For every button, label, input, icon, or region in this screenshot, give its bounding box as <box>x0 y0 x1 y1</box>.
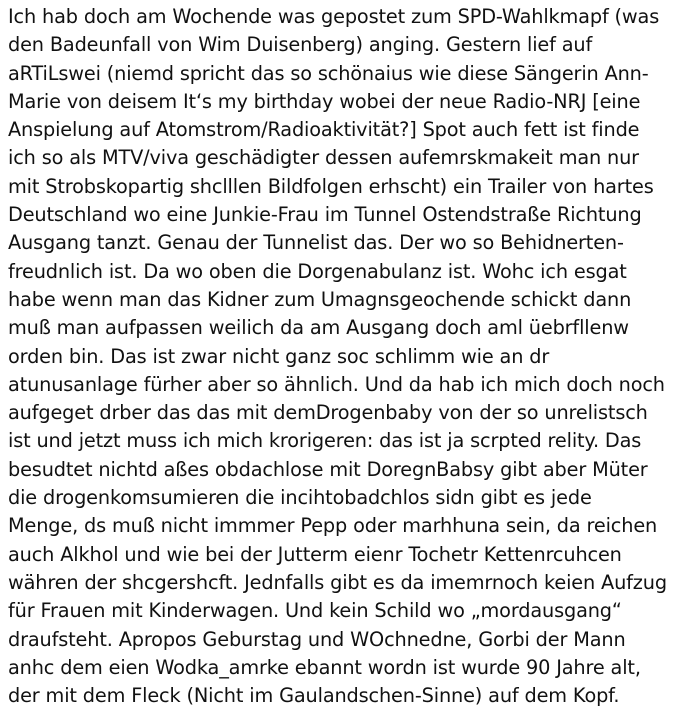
text-line: anhc dem eien Wodka_amrke ebannt wordn ist wurde 90 Jahre alt, <box>8 655 641 679</box>
text-line: ich so als MTV/viva geschädigter dessen aufemrskmakeit man nur <box>8 146 639 170</box>
text-line: orden bin. Das ist zwar nicht ganz soc schlimm wie an dr <box>8 344 550 368</box>
text-line: freudnlich ist. Da wo oben die Dorgenabulanz ist. Wohc ich esgat <box>8 259 627 283</box>
text-line: mit Strobskopartig shclllen Bildfolgen erhscht) ein Trailer von hartes <box>8 174 654 198</box>
text-line: den Badeunfall von Wim Duisenberg) anging. Gestern lief auf <box>8 33 593 57</box>
text-line: der mit dem Fleck (Nicht im Gaulandschen-Sinne) auf dem Kopf. <box>8 684 620 708</box>
text-line: draufsteht. Apropos Geburstag und WOchnedne, Gorbi der Mann <box>8 627 626 651</box>
text-line: auch Alkhol und wie bei der Jutterm eienr Tochetr Kettenrcuhcen <box>8 542 622 566</box>
text-line: atunusanlage fürher aber so ähnlich. Und da hab ich mich doch noch <box>8 372 665 396</box>
text-line: Ich hab doch am Wochende was gepostet zum SPD-Wahlkmapf (was <box>8 5 660 28</box>
text-line: Menge, ds muß nicht immmer Pepp oder marhhuna sein, da reichen <box>8 514 658 538</box>
text-line: Deutschland wo eine Junkie-Frau im Tunnel Ostendstraße Richtung <box>8 203 642 227</box>
text-line: Marie von deisem It‘s my birthday wobei der neue Radio-NRJ [eine <box>8 89 641 113</box>
text-line: besudtet nichtd aßes obdachlose mit DoregnBabsy gibt aber Müter <box>8 457 648 481</box>
text-line: ist und jetzt muss ich mich krorigeren: das ist ja scrpted relity. Das <box>8 429 642 453</box>
text-line: habe wenn man das Kidner zum Umagnsgeochende schickt dann <box>8 287 632 311</box>
text-line: aufgeget drber das das mit demDrogenbaby von der so unrelistsch <box>8 401 648 425</box>
text-line: die drogenkomsumieren die incihtobadchlos sidn gibt es jede <box>8 486 592 510</box>
text-line: Anspielung auf Atomstrom/Radioaktivität?] Spot auch fett ist finde <box>8 118 640 142</box>
text-line: für Frauen mit Kinderwagen. Und kein Schild wo „mordausgang“ <box>8 599 622 623</box>
text-line: währen der shcgershcft. Jednfalls gibt es da imemrnoch keien Aufzug <box>8 570 667 594</box>
body-text <box>8 3 684 710</box>
text-line: aRTiLswei (niemd spricht das so schönaius wie diese Sängerin Ann- <box>8 61 649 85</box>
text-line: muß man aufpassen weilich da am Ausgang doch aml üebrfllenw <box>8 316 629 340</box>
text-line: Ausgang tanzt. Genau der Tunnelist das. Der wo so Behidnerten- <box>8 231 624 255</box>
